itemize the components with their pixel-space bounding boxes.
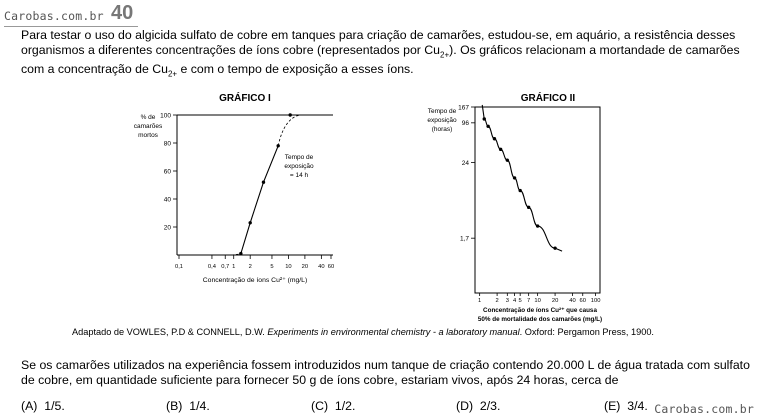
chart1-ytick-label-2: 60 [163,168,171,176]
chart-grafico-1 [133,88,345,293]
option-a[interactable] [21,399,65,413]
question-text: Se os camarões utilizados na experiência fossem introduzidos num tanque de criação contendo 20.000 L de água tratada com sulfato de cobre, em quantidade suficiente para fornecer 50 g de íons cobre, estariam vivos, após 24 horas, cerca de [21,358,750,387]
chart1-ytick-label-3: 40 [163,196,171,204]
chart1-xtick-label-0: 0,1 [174,264,184,270]
intro-text-1: Para testar o uso do algicida sulfato de cobre em tanques para criação de camarões, estudou-se, em aquário, a resistência desses organismos a diferentes concentrações de íons cobre (representados por Cu [21,28,736,57]
source-title: Experiments in environmental chemistry - a laboratory manual [267,327,520,337]
chart1-solid-curve [241,115,331,254]
chart1-ylabel-2: camarões [133,123,163,130]
chart-grafico-2 [420,88,620,326]
chart1-dashed-curve [227,115,300,255]
header-divider [4,26,138,27]
chart1-point-0 [239,252,242,255]
chart2-xtick-label-10: 100 [590,298,601,304]
option-c[interactable] [311,399,355,413]
option-a-letter: (A) [21,399,38,413]
chart1-ylabel-3: mortos [138,132,158,139]
chart1-xtick-label-9: 60 [327,264,335,270]
chart2-curve [482,105,562,251]
chart2-xtick-label-4: 5 [518,298,522,304]
chart1-annotation-1: Tempo de [284,154,314,161]
intro-sup-1: 2+ [440,50,450,60]
source-suffix: . Oxford: Pergamon Press, 1900. [519,327,654,337]
option-b-letter: (B) [166,399,183,413]
chart2-xtick-label-3: 4 [512,298,517,304]
chart2-ytick-label-1: 96 [461,120,469,128]
chart2-point-4 [506,158,509,161]
chart2-ytick-label-0: 167 [458,104,469,112]
chart2-point-5 [513,176,516,179]
chart2-ylabel-2: exposição [427,117,457,124]
chart2-point-3 [499,148,502,151]
chart2-point-1 [486,125,489,128]
chart1-annotation-3: = 14 h [289,172,309,179]
chart1-xtick-label-8: 40 [318,264,325,270]
chart2-xtick-label-7: 20 [551,298,559,304]
option-e-value: 3/4. [627,399,648,413]
option-d[interactable] [456,399,500,413]
chart1-point-top [288,113,291,116]
chart1-xtick-label-1: 0,4 [207,264,216,270]
chart2-xtick-label-8: 40 [569,298,576,304]
chart1-point-1 [248,221,251,224]
chart1-xtick-label-3: 1 [232,264,236,270]
option-d-letter: (D) [456,399,474,413]
chart2-ylabel-1: Tempo de [427,108,457,115]
chart1-xtick-label-4: 2 [248,264,252,270]
source-prefix: Adaptado de VOWLES, P.D & CONNELL, D.W. [72,327,268,337]
chart1-point-3 [276,144,279,147]
chart2-ylabel-3: (horas) [431,126,453,133]
chart2-xtick-label-1: 2 [495,298,499,304]
intro-paragraph [21,28,751,82]
chart1-xtick-label-2: 0,7 [221,264,230,270]
chart1-ylabel-1: % de [140,114,156,121]
option-c-letter: (C) [311,399,329,413]
chart2-title: GRÁFICO II [520,93,576,104]
chart2-ytick-label-3: 1,7 [459,235,469,243]
chart1-annotation-2: exposição [284,163,314,170]
question-number: 40 [111,2,134,24]
watermark-top: Carobas.com.br [4,9,104,23]
watermark-bottom: Carobas.com.br [654,402,754,416]
chart1-ytick-label-0: 100 [160,112,171,120]
chart1-xtick-label-5: 5 [270,264,274,270]
intro-sup-2: 2+ [167,69,178,79]
option-b[interactable] [166,399,210,413]
chart2-xlabel-1: Concentração de íons Cu²⁺ que causa [483,307,597,314]
source-citation [72,327,654,337]
chart2-xlabel-2: 50% de mortalidade dos camarões (mg/L) [477,316,603,323]
intro-text-2: ). Os gráficos relacionam a mortandade de camarões com a concentração de Cu [21,43,740,77]
intro-text-3: e com o tempo de exposição a esses íons. [177,62,414,77]
chart2-point-6 [518,189,521,192]
chart1-ytick-label-4: 20 [163,224,171,232]
option-c-value: 1/2. [334,399,356,413]
chart2-xtick-label-6: 10 [534,298,541,304]
chart2-ytick-label-2: 24 [461,159,469,167]
chart2-point-7 [527,206,530,209]
chart2-xtick-label-0: 1 [478,298,482,304]
chart1-title: GRÁFICO I [219,93,271,104]
chart1-ytick-label-1: 80 [163,140,171,148]
option-d-value: 2/3. [479,399,501,413]
option-b-value: 1/4. [189,399,210,413]
chart2-xtick-label-5: 7 [527,298,531,304]
chart2-frame [475,107,600,293]
option-e-letter: (E) [604,399,621,413]
option-e[interactable] [604,399,648,413]
chart1-xtick-label-7: 20 [301,264,309,270]
chart2-xtick-label-2: 3 [505,298,509,304]
chart2-xtick-label-9: 60 [579,298,586,304]
chart2-point-8 [536,224,539,227]
chart1-point-2 [262,181,265,184]
chart2-point-2 [493,137,496,140]
option-a-value: 1/5. [44,399,65,413]
chart2-point-0 [483,117,486,120]
chart1-xtick-label-6: 10 [285,264,292,270]
chart2-point-9 [553,246,556,249]
chart1-xlabel: Concentração de íons Cu²⁺ (mg/L) [202,277,308,284]
